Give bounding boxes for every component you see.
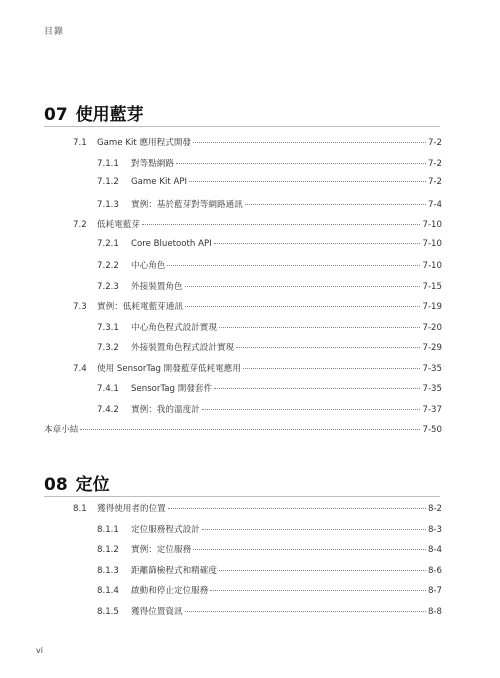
toc-entry-title: 實例：我的溫度計 bbox=[131, 404, 200, 415]
chapter-number: 08 bbox=[44, 475, 68, 495]
toc-entry-title: 外接裝置角色 bbox=[131, 281, 183, 292]
toc-entry-page: 7-29 bbox=[422, 343, 442, 353]
toc-entry-title: 本章小結 bbox=[44, 425, 79, 435]
toc-entry-index: 7.3 bbox=[73, 302, 87, 312]
toc-entry-index: 7.3.2 bbox=[97, 343, 119, 353]
toc-entry-title: 對等點網路 bbox=[131, 158, 174, 169]
toc-entry-index: 8.1.3 bbox=[97, 565, 119, 576]
toc-entry bbox=[73, 362, 442, 374]
toc-entry-page: 8-6 bbox=[427, 565, 442, 576]
toc-entry-page: 8-2 bbox=[427, 504, 442, 514]
toc-entry-index: 7.2 bbox=[73, 220, 87, 230]
toc-entry-title: 低耗電藍芽 bbox=[97, 220, 140, 230]
toc-entry-page: 7-10 bbox=[422, 238, 442, 249]
dot-leader bbox=[219, 570, 426, 571]
toc-entry-page: 7-10 bbox=[422, 261, 442, 271]
toc-entry-index: 8.1 bbox=[73, 504, 87, 514]
dot-leader bbox=[202, 529, 426, 530]
toc-entry-title: Core Bluetooth API bbox=[131, 238, 212, 249]
toc-entry bbox=[97, 157, 442, 169]
toc-entry-title: 定位服務程式設計 bbox=[131, 524, 200, 535]
dot-leader bbox=[142, 224, 421, 225]
dot-leader bbox=[193, 142, 426, 143]
toc-entry-index: 7.4.1 bbox=[97, 384, 119, 394]
toc-entry-page: 7-35 bbox=[422, 363, 442, 374]
chapter-divider bbox=[44, 126, 440, 127]
toc-entry-index: 7.3.1 bbox=[97, 322, 119, 333]
chapter-heading-07 bbox=[44, 100, 144, 125]
toc-entry-index: 8.1.1 bbox=[97, 524, 119, 535]
dot-leader bbox=[243, 368, 420, 369]
toc-entry-page: 7-37 bbox=[422, 404, 442, 415]
toc-entry-title: 獲得使用者的位置 bbox=[97, 504, 166, 514]
dot-leader bbox=[214, 243, 421, 244]
toc-entry-index: 7.2.1 bbox=[97, 238, 119, 249]
chapter-divider bbox=[44, 496, 440, 497]
toc-entry-index: 8.1.4 bbox=[97, 586, 119, 596]
toc-entry-title: 中心角色 bbox=[131, 261, 166, 271]
toc-entry bbox=[73, 136, 442, 148]
toc-entry-page: 8-4 bbox=[427, 545, 442, 555]
toc-entry-page: 7-35 bbox=[422, 384, 442, 394]
toc-entry-page: 7-10 bbox=[422, 220, 442, 230]
toc-entry-title: Game Kit API bbox=[131, 177, 188, 187]
dot-leader bbox=[176, 163, 426, 164]
toc-entry-page: 7-2 bbox=[427, 138, 442, 148]
toc-entry-page: 7-15 bbox=[422, 281, 442, 292]
toc-entry bbox=[97, 239, 442, 249]
toc-entry-title: 啟動和停止定位服務 bbox=[131, 586, 209, 596]
toc-entry bbox=[97, 403, 442, 415]
toc-entry bbox=[97, 584, 442, 596]
toc-entry-index: 7.2.2 bbox=[97, 261, 119, 271]
dot-leader bbox=[245, 204, 426, 205]
toc-entry bbox=[73, 502, 442, 514]
toc-entry-title: 獲得位置資訊 bbox=[131, 606, 183, 617]
toc-entry-page: 7-19 bbox=[422, 302, 442, 312]
toc-entry-title: 使用 SensorTag 開發藍芽低耗電應用 bbox=[97, 363, 241, 374]
toc-entry bbox=[97, 321, 442, 333]
toc-entry-title: 距離篩檢程式和精確度 bbox=[131, 565, 217, 576]
dot-leader bbox=[219, 327, 421, 328]
toc-entry bbox=[44, 423, 442, 435]
dot-leader bbox=[185, 611, 426, 612]
running-header: 目錄 bbox=[44, 27, 65, 37]
toc-entry bbox=[97, 523, 442, 535]
toc-entry-index: 7.1.2 bbox=[97, 177, 119, 187]
toc-entry-title: Game Kit 應用程式開發 bbox=[97, 138, 192, 148]
toc-entry bbox=[73, 218, 442, 230]
toc-entry bbox=[97, 341, 442, 353]
toc-entry-index: 7.1.3 bbox=[97, 199, 119, 210]
toc-entry-title: 實例：基於藍芽對等網路通訊 bbox=[131, 199, 243, 210]
toc-entry-title: SensorTag 開發套件 bbox=[131, 384, 213, 394]
toc-entry-index: 7.1.1 bbox=[97, 158, 119, 169]
toc-entry-index: 7.2.3 bbox=[97, 281, 119, 292]
toc-entry bbox=[73, 300, 442, 312]
toc-entry-page: 7-50 bbox=[422, 425, 442, 435]
dot-leader bbox=[214, 388, 420, 389]
toc-entry-title: 外接裝置角色程式設計實現 bbox=[131, 343, 235, 353]
toc-entry-page: 7-2 bbox=[427, 177, 442, 187]
dot-leader bbox=[167, 265, 420, 266]
toc-entry-page: 7-2 bbox=[427, 158, 442, 169]
dot-leader bbox=[185, 306, 421, 307]
toc-entry-index: 7.4.2 bbox=[97, 404, 119, 415]
toc-entry bbox=[97, 280, 442, 292]
dot-leader bbox=[189, 181, 426, 182]
page-number: vi bbox=[36, 646, 43, 655]
toc-entry-index: 7.4 bbox=[73, 363, 87, 374]
dot-leader bbox=[202, 409, 421, 410]
toc-entry-title: 實例：定位服務 bbox=[131, 545, 192, 555]
toc-entry bbox=[97, 605, 442, 617]
dot-leader bbox=[210, 590, 426, 591]
chapter-title: 定位 bbox=[75, 475, 110, 495]
toc-entry-title: 實例：低耗電藍芽通訊 bbox=[97, 302, 183, 312]
toc-entry-title: 中心角色程式設計實現 bbox=[131, 322, 217, 333]
dot-leader bbox=[168, 508, 426, 509]
toc-entry bbox=[97, 198, 442, 210]
dot-leader bbox=[185, 286, 421, 287]
toc-entry bbox=[97, 177, 442, 187]
chapter-title: 使用藍芽 bbox=[75, 105, 144, 125]
toc-entry bbox=[97, 382, 442, 394]
toc-entry bbox=[97, 259, 442, 271]
dot-leader bbox=[80, 429, 420, 430]
dot-leader bbox=[193, 549, 426, 550]
toc-entry-page: 8-3 bbox=[427, 524, 442, 535]
toc-entry-index: 8.1.5 bbox=[97, 606, 119, 617]
toc-entry-index: 8.1.2 bbox=[97, 545, 119, 555]
toc-entry bbox=[97, 564, 442, 576]
dot-leader bbox=[236, 347, 420, 348]
toc-entry-page: 7-20 bbox=[422, 322, 442, 333]
toc-entry-index: 7.1 bbox=[73, 138, 87, 148]
chapter-number: 07 bbox=[44, 105, 68, 125]
toc-entry-page: 8-7 bbox=[427, 586, 442, 596]
toc-entry-page: 7-4 bbox=[427, 199, 442, 210]
toc-entry-page: 8-8 bbox=[427, 606, 442, 617]
chapter-heading-08 bbox=[44, 470, 110, 495]
toc-entry bbox=[97, 543, 442, 555]
